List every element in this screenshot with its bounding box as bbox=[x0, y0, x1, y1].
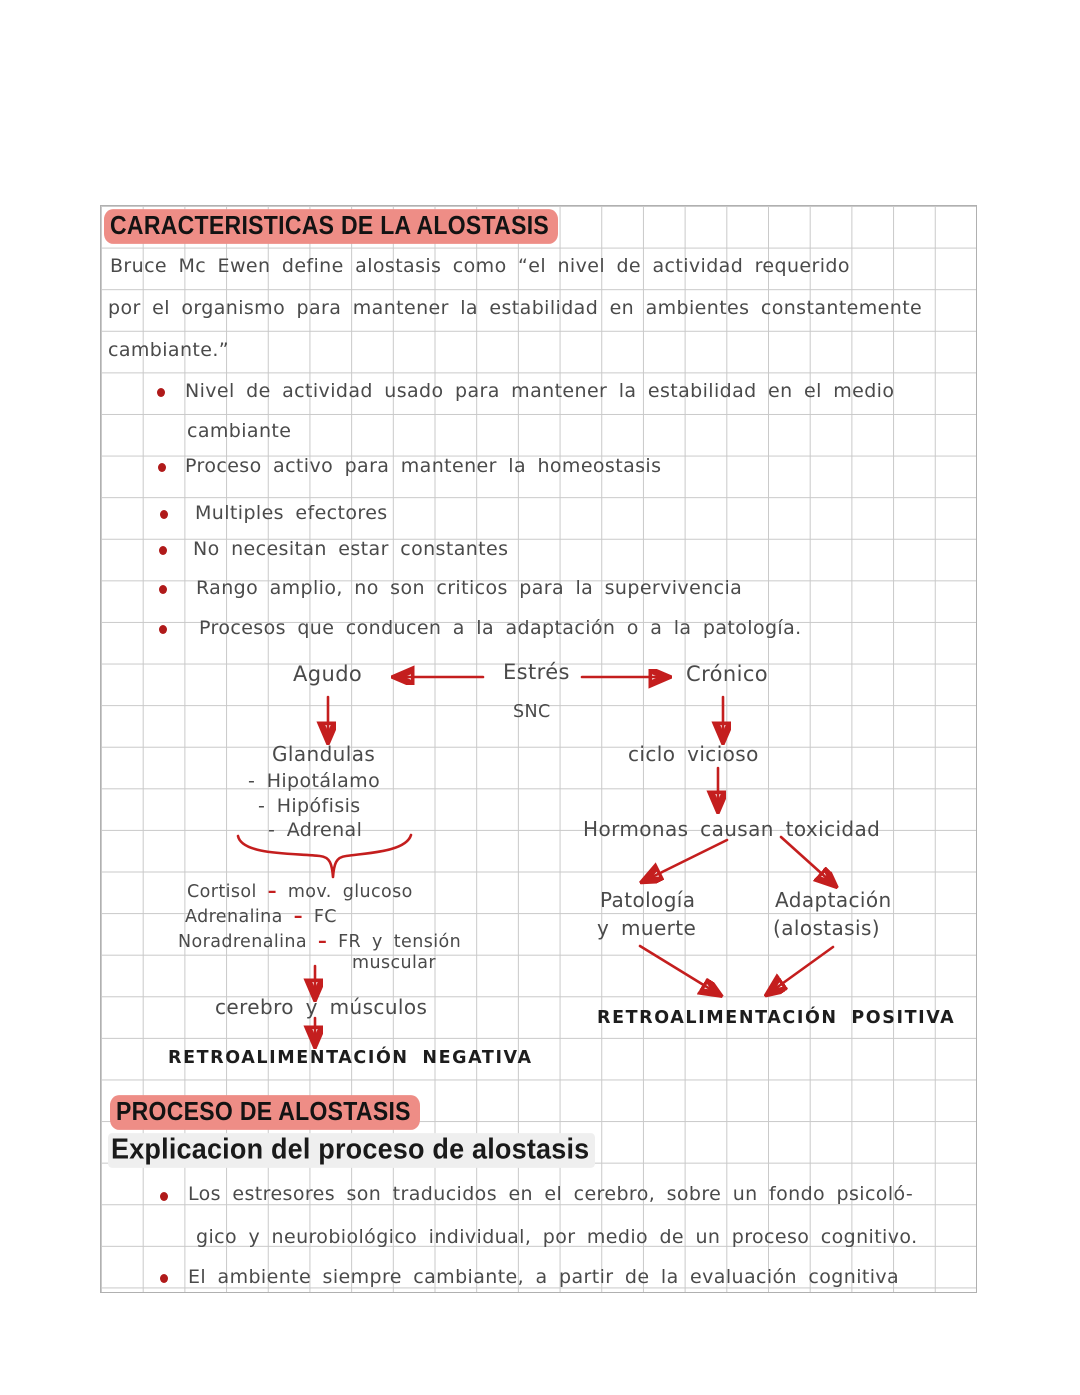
section2-title: PROCESO DE ALOSTASIS bbox=[110, 1095, 420, 1130]
hormone-effect: mov. glucoso bbox=[287, 882, 413, 902]
bullet-item: Procesos que conducen a la adaptación o a la patología. bbox=[199, 617, 802, 639]
hormone-effect: FR y tensión bbox=[338, 932, 462, 952]
red-dash: – bbox=[267, 882, 277, 902]
node-patologia: Patología bbox=[600, 888, 696, 912]
bullet-item: Proceso activo para mantener la homeostasis bbox=[185, 455, 662, 477]
label-retroalimentacion-positiva: RETROALIMENTACIÓN POSITIVA bbox=[597, 1008, 956, 1028]
bullet-dot bbox=[160, 1192, 168, 1201]
bullet-item: No necesitan estar constantes bbox=[193, 538, 509, 560]
node-estres: Estrés bbox=[503, 660, 570, 684]
label-snc: SNC bbox=[513, 702, 551, 722]
bullet-item-cont: cambiante bbox=[187, 420, 292, 442]
node-glandulas: Glandulas bbox=[272, 742, 376, 766]
node-adaptacion-cont: (alostasis) bbox=[773, 916, 880, 940]
bullet-item: Rango amplio, no son criticos para la supervivencia bbox=[196, 577, 743, 599]
label-retroalimentacion-negativa: RETROALIMENTACIÓN NEGATIVA bbox=[168, 1048, 533, 1068]
bullet-item: Multiples efectores bbox=[195, 502, 388, 524]
bullet-dot bbox=[160, 510, 168, 519]
glandulas-item: - Adrenal bbox=[268, 819, 363, 841]
hormone-line-adrenalina bbox=[185, 907, 337, 927]
hormone-effect-cont: muscular bbox=[352, 953, 436, 973]
node-cronico: Crónico bbox=[686, 662, 769, 686]
hormone-name: Noradrenalina bbox=[178, 932, 307, 952]
hormone-name: Adrenalina bbox=[185, 907, 283, 927]
bullet-item: Los estresores son traducidos en el cerebro, sobre un fondo psicoló- bbox=[188, 1183, 914, 1205]
node-ciclo-vicioso: ciclo vicioso bbox=[628, 742, 759, 766]
bullet-item: El ambiente siempre cambiante, a partir de la evaluación cognitiva bbox=[188, 1266, 900, 1288]
bullet-dot bbox=[159, 546, 167, 555]
section1-title: CARACTERISTICAS DE LA ALOSTASIS bbox=[104, 209, 558, 244]
hormone-line-cortisol bbox=[187, 882, 413, 902]
node-patologia-cont: y muerte bbox=[597, 916, 697, 940]
bullet-dot bbox=[159, 585, 167, 594]
bullet-dot bbox=[160, 1274, 168, 1283]
bullet-item-cont: gico y neurobiológico individual, por medio de un proceso cognitivo. bbox=[196, 1226, 918, 1248]
section2-subtitle: Explicacion del proceso de alostasis bbox=[108, 1133, 595, 1168]
hormone-line-noradrenalina bbox=[178, 932, 461, 952]
bullet-dot bbox=[157, 388, 165, 397]
red-dash: – bbox=[317, 932, 328, 952]
bullet-item: Nivel de actividad usado para mantener la estabilidad en el medio bbox=[185, 380, 895, 402]
bullet-dot bbox=[158, 463, 166, 472]
paragraph-line: Bruce Mc Ewen define alostasis como “el nivel de actividad requerido bbox=[110, 255, 850, 277]
glandulas-item: - Hipófisis bbox=[258, 795, 361, 817]
node-adaptacion: Adaptación bbox=[775, 888, 892, 912]
node-hormonas-toxicidad: Hormonas causan toxicidad bbox=[583, 817, 881, 841]
bullet-dot bbox=[159, 625, 167, 634]
glandulas-item: - Hipotálamo bbox=[248, 770, 381, 792]
node-cerebro-musculos: cerebro y músculos bbox=[215, 995, 428, 1019]
hormone-effect: FC bbox=[313, 907, 337, 927]
paragraph-line: cambiante.” bbox=[108, 339, 230, 361]
node-agudo: Agudo bbox=[293, 662, 363, 686]
paragraph-line: por el organismo para mantener la estabilidad en ambientes constantemente bbox=[108, 297, 923, 319]
red-dash: – bbox=[293, 907, 303, 927]
hormone-name: Cortisol bbox=[187, 882, 257, 902]
